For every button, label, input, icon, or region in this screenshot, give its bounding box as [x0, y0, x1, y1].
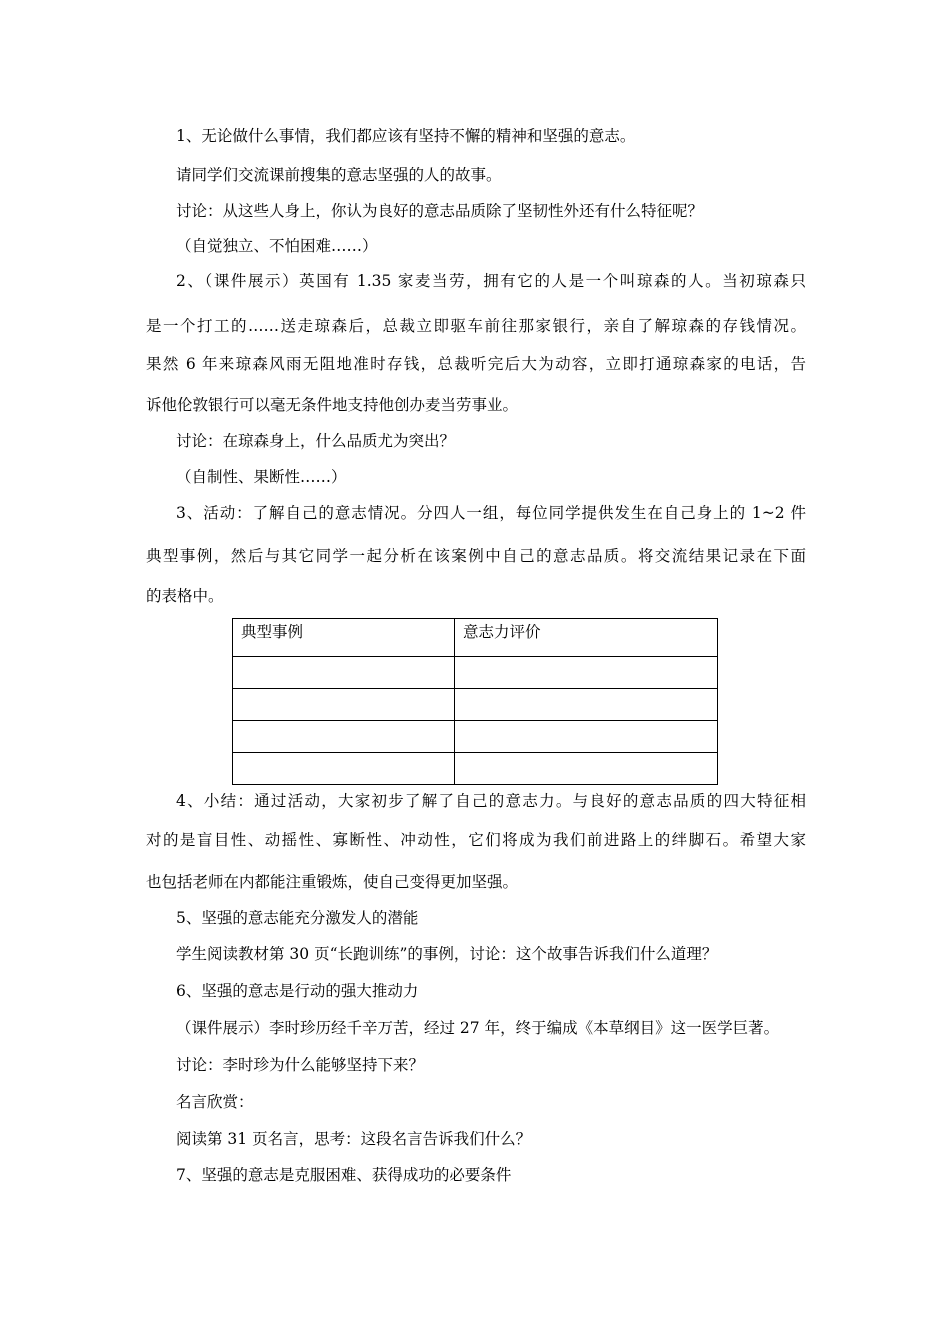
- paragraph: 是一个打工的……送走琼森后，总裁立即驱车前往那家银行，亲自了解琼森的存钱情况。: [146, 317, 806, 335]
- table-cell[interactable]: [455, 721, 718, 753]
- paragraph: （自觉独立、不怕困难……）: [176, 237, 378, 255]
- table-row: [233, 689, 718, 721]
- table-cell[interactable]: [233, 657, 455, 689]
- record-table: [232, 618, 718, 785]
- paragraph: 典型事例，然后与其它同学一起分析在该案例中自己的意志品质。将交流结果记录在下面: [146, 547, 806, 565]
- table-header-row: [233, 619, 718, 657]
- table-header-cell: 典型事例: [233, 619, 455, 657]
- section-heading: 6、坚强的意志是行动的强大推动力: [176, 982, 419, 1000]
- table-header-cell: 意志力评价: [455, 619, 718, 657]
- table-cell[interactable]: [233, 753, 455, 785]
- paragraph: 3、活动：了解自己的意志情况。分四人一组，每位同学提供发生在自己身上的 1~2 件: [176, 504, 806, 522]
- table-cell[interactable]: [455, 689, 718, 721]
- paragraph: 对的是盲目性、动摇性、寡断性、冲动性，它们将成为我们前进路上的绊脚石。希望大家: [146, 831, 806, 849]
- paragraph: （自制性、果断性……）: [176, 468, 347, 486]
- paragraph: 1、无论做什么事情，我们都应该有坚持不懈的精神和坚强的意志。: [176, 127, 636, 145]
- paragraph: 的表格中。: [146, 587, 224, 605]
- table-row: [233, 753, 718, 785]
- section-heading: 5、坚强的意志能充分激发人的潜能: [176, 909, 419, 927]
- table-cell[interactable]: [233, 721, 455, 753]
- paragraph: 也包括老师在内都能注重锻炼，使自己变得更加坚强。: [146, 873, 519, 891]
- paragraph: 果然 6 年来琼森风雨无阻地准时存钱，总裁听完后大为动容，立即打通琼森家的电话，告: [146, 355, 806, 373]
- table-row: [233, 721, 718, 753]
- paragraph: 讨论：从这些人身上，你认为良好的意志品质除了坚韧性外还有什么特征呢？: [176, 202, 704, 220]
- table-cell[interactable]: [233, 689, 455, 721]
- section-heading: 7、坚强的意志是克服困难、获得成功的必要条件: [176, 1166, 512, 1184]
- paragraph: （课件展示）李时珍历经千辛万苦，经过 27 年，终于编成《本草纲目》这一医学巨著。: [176, 1019, 780, 1037]
- paragraph: 名言欣赏：: [176, 1093, 254, 1111]
- paragraph: 诉他伦敦银行可以毫无条件地支持他创办麦当劳事业。: [146, 396, 519, 414]
- paragraph: 讨论：在琼森身上，什么品质尤为突出？: [176, 432, 456, 450]
- paragraph: 学生阅读教材第 30 页“长跑训练”的事例，讨论：这个故事告诉我们什么道理？: [176, 945, 718, 963]
- table-cell[interactable]: [455, 753, 718, 785]
- paragraph: 2、（课件展示）英国有 1.35 家麦当劳，拥有它的人是一个叫琼森的人。当初琼森只: [176, 272, 806, 290]
- paragraph: 讨论：李时珍为什么能够坚持下来？: [176, 1056, 425, 1074]
- paragraph: 请同学们交流课前搜集的意志坚强的人的故事。: [176, 166, 502, 184]
- paragraph: 4、小结：通过活动，大家初步了解了自己的意志力。与良好的意志品质的四大特征相: [176, 792, 806, 810]
- paragraph: 阅读第 31 页名言，思考：这段名言告诉我们什么？: [176, 1130, 532, 1148]
- table-row: [233, 657, 718, 689]
- table-cell[interactable]: [455, 657, 718, 689]
